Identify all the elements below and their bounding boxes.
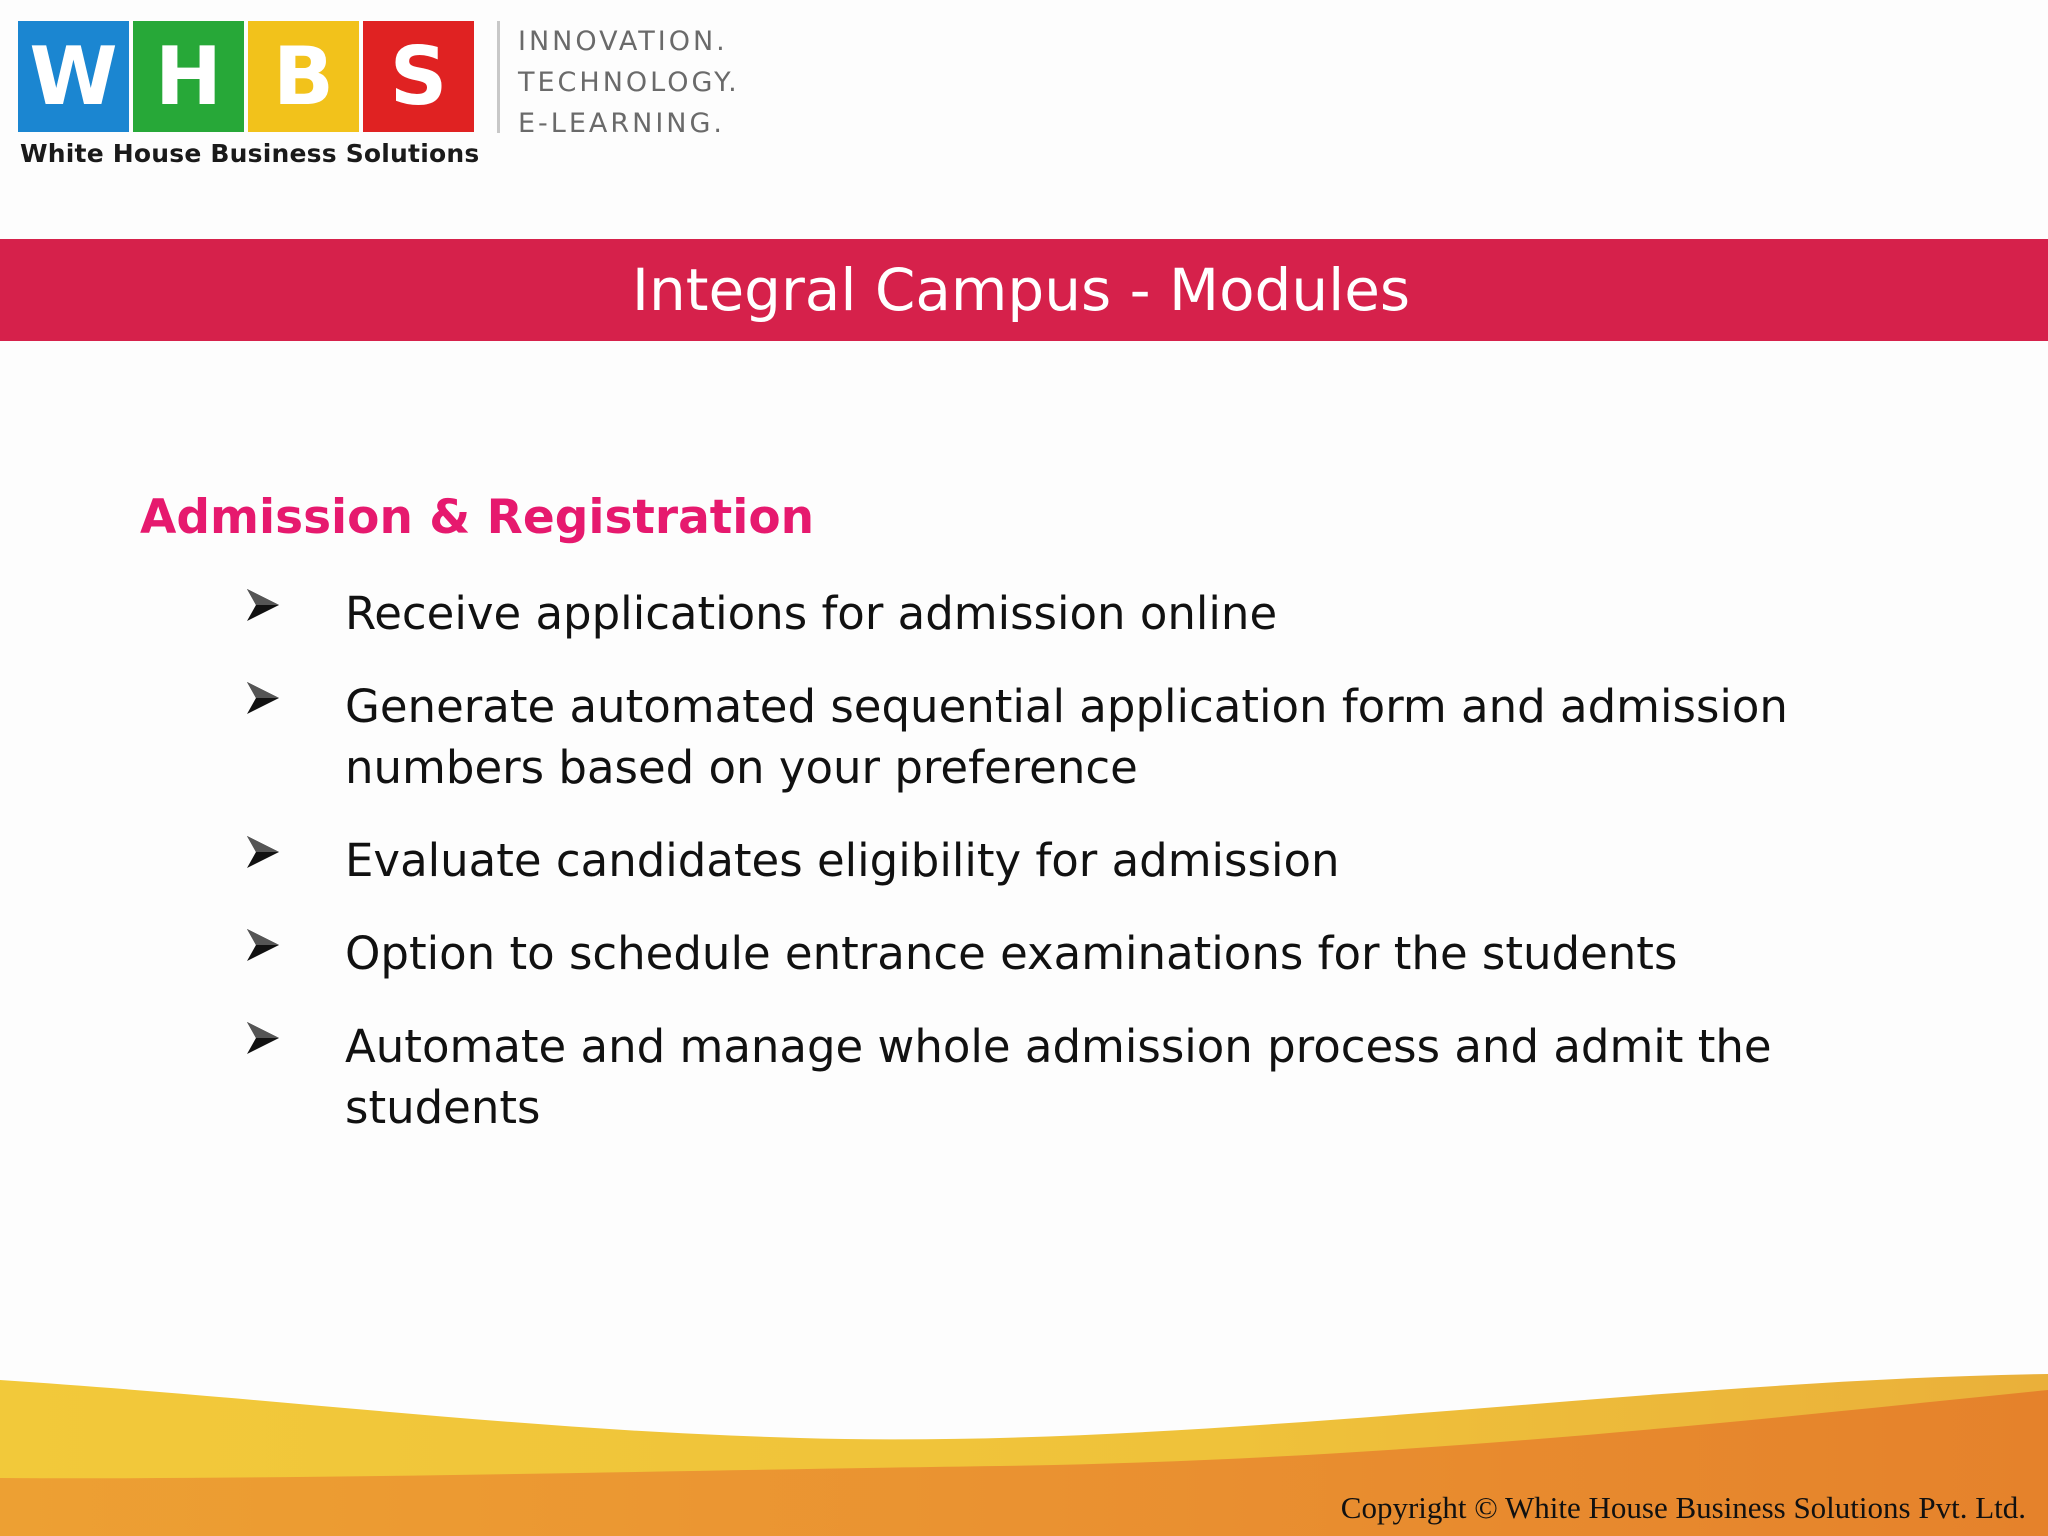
- arrowhead-bullet-icon: [245, 1016, 345, 1060]
- list-item: [245, 830, 1925, 891]
- bullet-list: [245, 583, 1925, 1170]
- arrowhead-bullet-icon: [245, 923, 345, 967]
- list-item: [245, 923, 1925, 984]
- bullet-text: Generate automated sequential application form and admission numbers based on your preference: [345, 680, 1788, 794]
- tagline-line-2: TECHNOLOGY.: [518, 67, 740, 98]
- slide-title: Integral Campus - Modules: [631, 256, 1411, 324]
- logo-tile-w: W: [18, 21, 129, 132]
- title-bar: [0, 239, 2048, 341]
- logo-tagline: [518, 21, 740, 144]
- bullet-text: Evaluate candidates eligibility for admission: [345, 834, 1340, 887]
- logo-tiles: [18, 21, 474, 132]
- list-item: [245, 583, 1925, 644]
- bullet-text: Receive applications for admission online: [345, 587, 1278, 640]
- arrowhead-bullet-icon: [245, 583, 345, 627]
- tagline-line-3: E-LEARNING.: [518, 108, 725, 139]
- logo-divider: [497, 21, 500, 133]
- bullet-text: Option to schedule entrance examinations for the students: [345, 927, 1678, 980]
- logo-company-name: White House Business Solutions: [20, 139, 480, 168]
- bullet-text: Automate and manage whole admission process and admit the students: [345, 1020, 1772, 1134]
- logo-tile-b: B: [248, 21, 359, 132]
- company-logo: [18, 21, 758, 171]
- copyright-notice: Copyright © White House Business Solutions Pvt. Ltd.: [1340, 1490, 2026, 1525]
- arrowhead-bullet-icon: [245, 830, 345, 874]
- arrowhead-bullet-icon: [245, 676, 345, 720]
- section-heading: Admission & Registration: [140, 490, 815, 545]
- logo-tile-h: H: [133, 21, 244, 132]
- logo-tile-s: S: [363, 21, 474, 132]
- tagline-line-1: INNOVATION.: [518, 26, 728, 57]
- list-item: [245, 676, 1925, 798]
- list-item: [245, 1016, 1925, 1138]
